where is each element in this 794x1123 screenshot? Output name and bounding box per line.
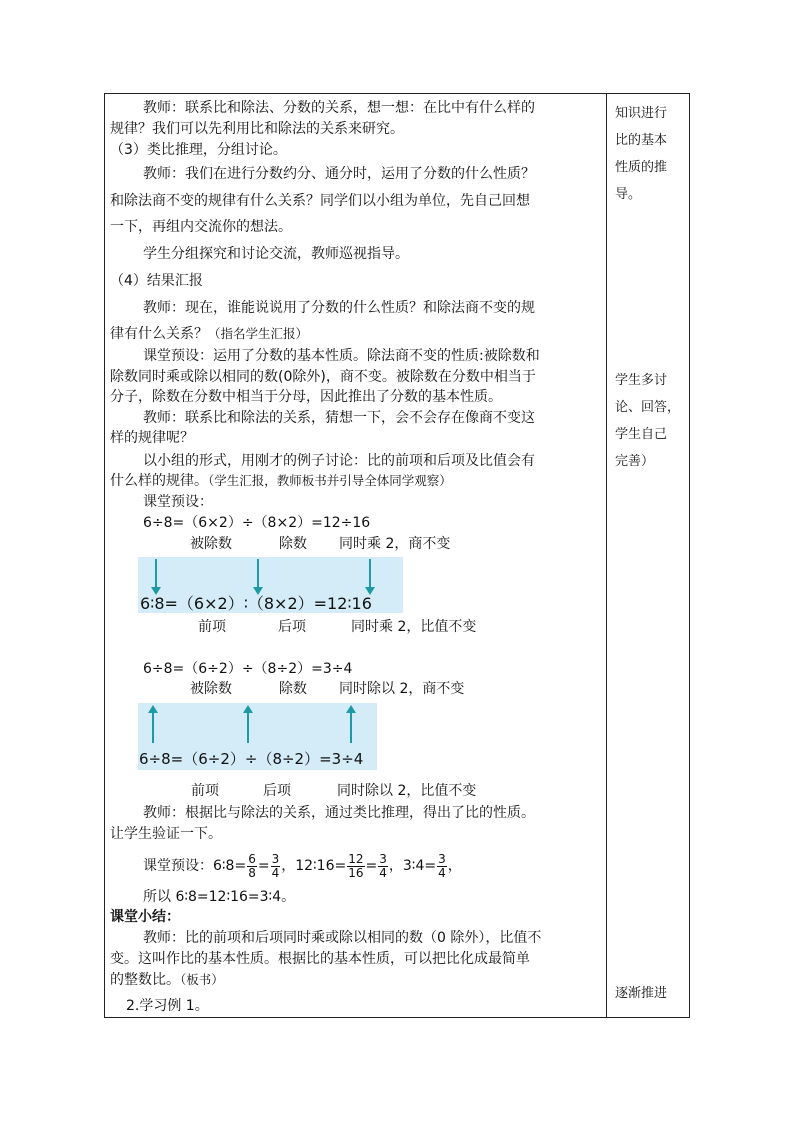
denominator: 4 [271,865,280,880]
text-line: 教师：联系比和除法、分数的关系，想一想：在比中有什么样的 [143,100,535,116]
label-antecedent: 前项 [198,619,226,635]
text-segment: ，12∶16= [281,858,347,874]
side-note: 学生自己 [615,427,668,442]
equals-sign: = [257,858,270,874]
arrow-down-icon [257,559,259,587]
text-segment: 的整数比。 [110,972,180,988]
numerator: 6 [248,851,256,866]
text-line: 规律？我们可以先利用比和除法的关系来研究。 [110,121,404,137]
label-consequent: 后项 [278,619,306,635]
label-dividend: 被除数 [190,536,232,552]
label-divisor: 除数 [279,536,307,552]
fraction [247,853,257,880]
label-rule: 同时乘 2，商不变 [339,536,451,552]
text-line: （4）结果汇报 [110,273,203,289]
text-segment: ，3∶4= [388,858,437,874]
denominator: 4 [379,865,387,880]
text-line: 课堂预设： [143,494,213,510]
fraction [437,853,447,880]
label-divisor: 除数 [279,681,307,697]
equation: 6÷8=（6×2）÷（8×2）=12÷16 [143,515,371,531]
equation: 6÷8=（6÷2）÷（8÷2）=3÷4 [143,661,353,677]
text-line: 教师：联系比和除法的关系，猜想一下，会不会存在像商不变这 [143,410,535,426]
text-line [110,972,224,988]
numerator: 3 [379,851,387,866]
fraction [271,853,281,880]
denominator: 4 [438,865,446,880]
text-line: 课堂预设：运用了分数的基本性质。除法商不变的性质:被除数和 [143,348,540,364]
numerator: 3 [438,851,446,866]
summary-title: 课堂小结： [110,909,180,925]
arrow-down-icon [369,559,371,587]
side-note: 完善） [615,454,655,469]
side-note: 论、回答， [615,400,681,415]
equals-sign: = [365,858,378,874]
label-consequent: 后项 [263,783,291,799]
division-equation: 6÷8=（6÷2）÷（8÷2）=3÷4 [139,750,364,768]
text-segment: 什么样的规律。 [110,473,208,489]
side-note: 逐渐推进 [615,986,668,1001]
side-note: 比的基本 [615,133,668,148]
fraction [347,853,364,880]
text-line: 教师：比的前项和后项同时乘或除以相同的数（0 除外），比值不 [143,930,542,946]
numerator: 12 [348,851,364,866]
text-segment: ， [447,858,462,874]
text-line [110,473,452,489]
text-line: 教师：现在，谁能说说用了分数的什么性质？和除法商不变的规 [143,300,535,316]
side-note: 知识进行 [615,106,668,121]
numerator: 3 [271,851,280,866]
text-segment: 律有什么关系？ [110,326,208,342]
label-antecedent: 前项 [191,783,219,799]
text-line: 分子，除数在分数中相当于分母，因此推出了分数的基本性质。 [110,389,502,405]
denominator: 16 [348,865,364,880]
text-line: 所以 6∶8=12∶16=3∶4。 [143,889,296,905]
denominator: 8 [248,865,256,880]
side-note: 学生多讨 [615,373,668,388]
label-dividend: 被除数 [190,681,232,697]
text-segment: 课堂预设：6∶8= [143,858,247,874]
fraction [378,853,388,880]
text-line: 教师：根据比与除法的关系，通过类比推理，得出了比的性质。 [143,805,535,821]
text-line: 让学生验证一下。 [110,826,222,842]
arrow-up-icon [350,713,352,743]
label-rule: 同时除以 2，商不变 [339,681,465,697]
label-rule: 同时乘 2，比值不变 [351,619,477,635]
text-line: 2.学习例 1。 [126,998,209,1014]
side-note: 导。 [615,187,642,202]
text-note: （学生汇报，教师板书并引导全体同学观察） [208,473,452,488]
text-line: 以小组的形式，用刚才的例子讨论：比的前项和后项及比值会有 [143,453,535,469]
text-line: 教师：我们在进行分数约分、通分时，运用了分数的什么性质？ [143,166,535,182]
text-line: （3）类比推理，分组讨论。 [110,142,287,158]
arrow-down-icon [155,559,157,587]
ratio-equation: 6∶8=（6×2）∶（8×2）=12∶16 [140,594,372,613]
column-divider [606,94,607,1017]
text-note: （板书） [180,972,224,987]
arrow-up-icon [152,713,154,743]
text-line: 样的规律呢？ [110,430,194,446]
fraction-line [143,851,462,881]
arrow-up-icon [247,713,249,743]
text-line: 学生分组探究和讨论交流，教师巡视指导。 [143,246,409,262]
label-rule: 同时除以 2，比值不变 [337,783,477,799]
side-note: 性质的推 [615,160,668,175]
text-line: 一下，再组内交流你的想法。 [110,219,292,235]
text-line: 变。这叫作比的基本性质。根据比的基本性质，可以把比化成最简单 [110,951,530,967]
text-line [110,326,308,342]
text-line: 和除法商不变的规律有什么关系？同学们以小组为单位，先自己回想 [110,193,530,209]
text-note: （指名学生汇报） [208,326,309,341]
text-line: 除数同时乘或除以相同的数(0除外)，商不变。被除数在分数中相当于 [110,369,536,385]
